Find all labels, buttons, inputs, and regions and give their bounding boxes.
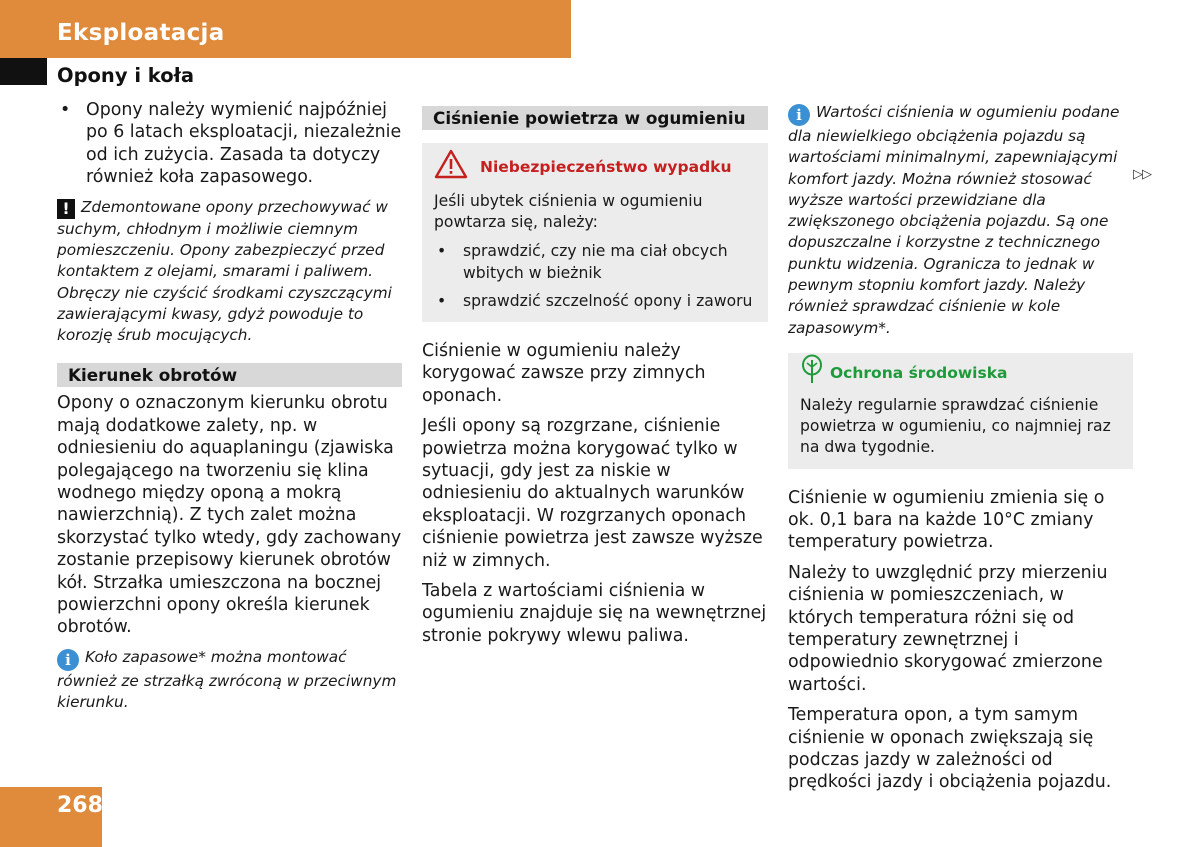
danger-list xyxy=(434,241,756,312)
subhead-rotation-direction: Kierunek obrotów xyxy=(57,363,402,387)
rotation-direction-text: Opony o oznaczonym kierunku obrotu mają dodatkowe zalety, np. w odniesieniu do aquaplaningu (zjawiska polegającego na tworzeniu się klina wodnego między oponą a mokrą nawierzchnią). Z tych zalet można skorzystać tylko wtedy, gdy zachowany zostanie przepisowy kierunek obrotów kół. Strzałka umieszczona na bocznej powierzchni opony określa kierunek obrotów. xyxy=(57,393,402,638)
left-column xyxy=(57,96,402,713)
double-arrow-right-icon: ▷▷ xyxy=(1133,167,1151,182)
list-item-text: sprawdzić szczelność opony i zaworu xyxy=(463,291,753,310)
list-item xyxy=(434,291,756,312)
danger-intro: Jeśli ubytek ciśnienia w ogumieniu powtarza się, należy: xyxy=(434,192,703,232)
list-item-text: Opony należy wymienić najpóźniej po 6 latach eksploatacji, niezależnie od ich zużycia. Zasada ta dotyczy również koła zapasowego. xyxy=(86,100,402,188)
leaf-icon xyxy=(800,354,824,384)
section-marker-tab xyxy=(0,58,47,85)
indoor-measurement-text: Należy to uwzględnić przy mierzeniu ciśnienia w pomieszczeniach, w których temperatura różni się od temperatury zewnętrznej i odpowiednio skorygować zmierzone wartości. xyxy=(788,562,1108,695)
middle-column xyxy=(422,106,768,647)
environment-title-text: Ochrona środowiska xyxy=(830,363,1008,382)
cold-tires-text: Ciśnienie w ogumieniu należy korygować zawsze przy zimnych oponach. xyxy=(422,341,706,406)
right-column xyxy=(788,102,1133,794)
spare-wheel-info-note xyxy=(57,647,402,714)
pressure-values-info-text: Wartości ciśnienia w ogumieniu podane dla niewielkiego obciążenia pojazdu są wartościami minimalnymi, zapewniającymi komfort jazdy. Można również stosować wyższe wartości przewidziane dla zwiększonego obciążenia pojazdu. Są one dopuszczalne i korzystne z technicznego punktu widzenia. Ogranicza to jednak w pewnym stopniu komfort jazdy. Należy również sprawdzać ciśnienie w kole zapasowym*. xyxy=(788,103,1120,337)
info-icon: i xyxy=(57,649,79,671)
spare-wheel-info-text: Koło zapasowe* można montować również ze strzałką zwróconą w przeciwnym kierunku. xyxy=(57,647,397,712)
bullet-marker: • xyxy=(60,100,71,120)
pressure-values-info-note xyxy=(788,102,1133,339)
storage-warning-text: Zdemontowane opony przechowywać w suchym, chłodnym i możliwie ciemnym pomieszczeniu. Opony zabezpieczyć przed kontaktem z olejami, smarami i paliwem. Obręczy nie czyścić środkami czyszczącymi zawierającymi kwasy, gdyż powoduje to korozję śrub mocujących. xyxy=(57,197,392,345)
exclamation-icon: ! xyxy=(57,199,75,219)
section-title: Eksploatacja xyxy=(57,20,225,46)
danger-title xyxy=(434,149,756,185)
environment-title xyxy=(800,353,1121,393)
info-icon: i xyxy=(788,104,810,126)
replacement-list xyxy=(57,99,402,189)
pressure-table-text: Tabela z wartościami ciśnienia w ogumieniu znajduje się na wewnętrznej stronie pokrywy wlewu paliwa. xyxy=(422,581,767,646)
pressure-change-text: Ciśnienie w ogumieniu zmienia się o ok. 0,1 bara na każde 10°C zmiany temperatury powietrza. xyxy=(788,487,1105,553)
warm-tires-text: Jeśli opony są rozgrzane, ciśnienie powietrza można korygować tylko w sytuacji, gdy jest za niskie w odniesieniu do aktualnych warunków eksploatacji. W rozgrzanych oponach ciśnienie powietrza jest zawsze wyższe niż w zimnych. xyxy=(422,416,763,571)
environment-text: Należy regularnie sprawdzać ciśnienie powietrza w ogumieniu, co najmniej raz na dwa tygodnie. xyxy=(800,395,1111,457)
page-title: Opony i koła xyxy=(57,64,195,87)
bullet-marker: • xyxy=(437,291,447,310)
environment-box xyxy=(788,353,1133,469)
bullet-marker: • xyxy=(437,242,447,261)
list-item xyxy=(57,99,402,189)
driving-temperature-text: Temperatura opon, a tym samym ciśnienie w oponach zwiększają się podczas jazdy w zależności od prędkości jazdy i obciążenia pojazdu. xyxy=(788,705,1112,793)
subhead-tire-pressure: Ciśnienie powietrza w ogumieniu xyxy=(422,106,768,130)
storage-warning-note xyxy=(57,197,402,347)
danger-title-text: Niebezpieczeństwo wypadku xyxy=(480,158,732,176)
warning-triangle-icon xyxy=(434,149,468,179)
page-number: 268 xyxy=(57,793,103,818)
danger-box xyxy=(422,143,768,322)
list-item xyxy=(434,241,756,283)
list-item-text: sprawdzić, czy nie ma ciał obcych wbitych w bieżnik xyxy=(463,242,728,282)
